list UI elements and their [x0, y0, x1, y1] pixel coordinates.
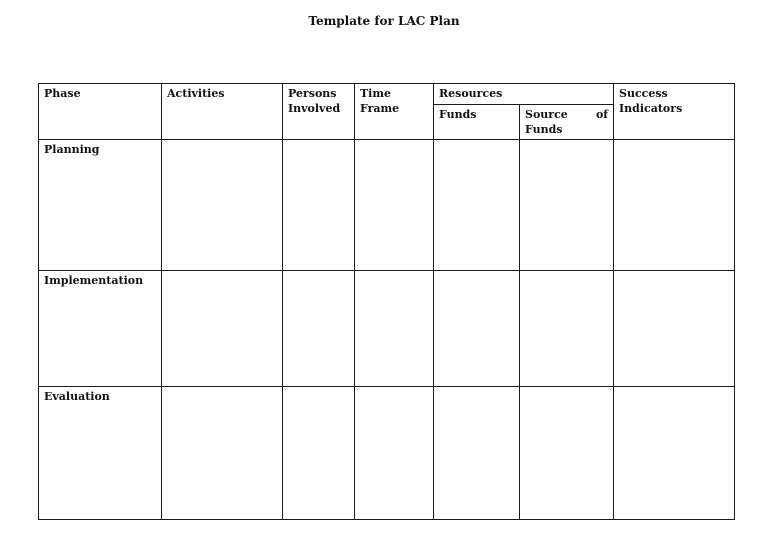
header-success-indicators [614, 84, 735, 140]
lac-plan-table [38, 83, 735, 520]
header-success-line1: Success [619, 87, 668, 100]
table-row [39, 271, 735, 387]
persons-cell[interactable] [283, 140, 355, 271]
header-persons-involved [283, 84, 355, 140]
header-resources: Resources [434, 84, 614, 105]
funds-cell[interactable] [434, 387, 520, 520]
header-source-word2: of [595, 108, 609, 121]
table-row [39, 140, 735, 271]
header-time-line2: Frame [360, 102, 400, 115]
header-time-frame [355, 84, 434, 140]
header-row [39, 84, 735, 105]
activities-cell[interactable] [162, 271, 283, 387]
funds-cell[interactable] [434, 271, 520, 387]
document-title: Template for LAC Plan [308, 14, 460, 28]
source-of-funds-cell[interactable] [520, 271, 614, 387]
success-indicators-cell[interactable] [614, 387, 735, 520]
phase-cell-implementation: Implementation [39, 271, 162, 387]
time-frame-cell[interactable] [355, 140, 434, 271]
header-source-of-funds [520, 105, 614, 140]
header-persons-line2: Involved [288, 102, 341, 115]
header-funds: Funds [434, 105, 520, 140]
header-activities: Activities [162, 84, 283, 140]
success-indicators-cell[interactable] [614, 140, 735, 271]
phase-cell-planning: Planning [39, 140, 162, 271]
header-time-line1: Time [360, 87, 392, 100]
phase-cell-evaluation: Evaluation [39, 387, 162, 520]
activities-cell[interactable] [162, 140, 283, 271]
persons-cell[interactable] [283, 271, 355, 387]
header-success-line2: Indicators [619, 102, 683, 115]
source-of-funds-cell[interactable] [520, 387, 614, 520]
header-source-word3: Funds [525, 123, 563, 136]
header-persons-line1: Persons [288, 87, 337, 100]
persons-cell[interactable] [283, 387, 355, 520]
activities-cell[interactable] [162, 387, 283, 520]
time-frame-cell[interactable] [355, 271, 434, 387]
table-row [39, 387, 735, 520]
header-phase: Phase [39, 84, 162, 140]
success-indicators-cell[interactable] [614, 271, 735, 387]
funds-cell[interactable] [434, 140, 520, 271]
source-of-funds-cell[interactable] [520, 140, 614, 271]
header-source-word1: Source [525, 108, 568, 121]
time-frame-cell[interactable] [355, 387, 434, 520]
